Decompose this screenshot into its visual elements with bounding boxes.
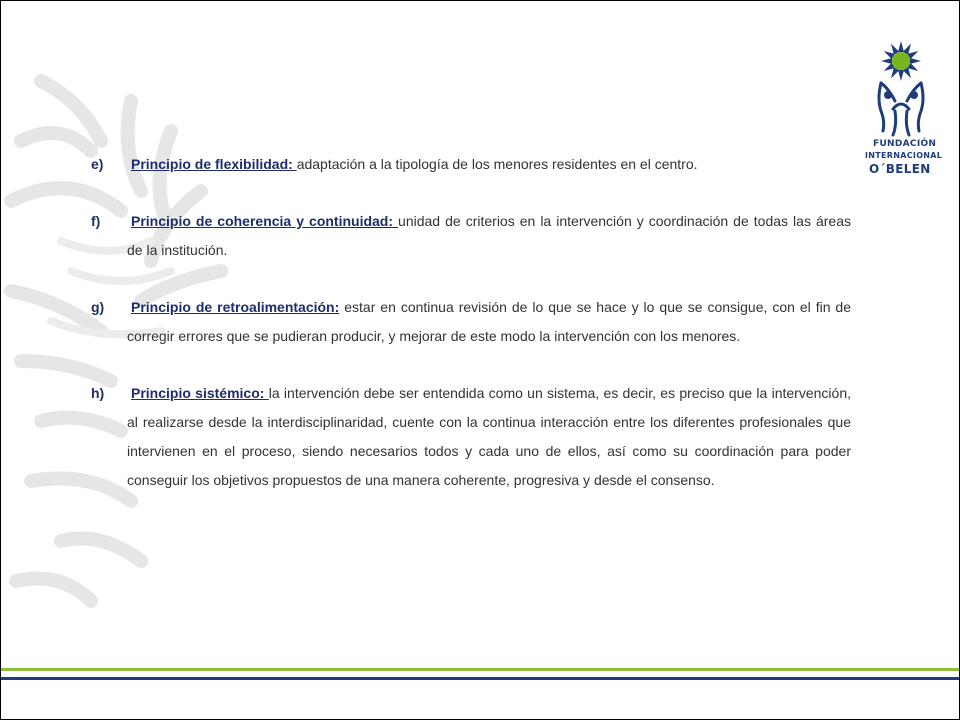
logo-sun-figures-icon bbox=[871, 39, 931, 139]
item-heading: Principio de retroalimentación: bbox=[131, 299, 340, 315]
item-letter: f) bbox=[91, 213, 101, 229]
fundacion-logo bbox=[865, 39, 943, 179]
item-letter: e) bbox=[91, 156, 104, 172]
item-text: estar en continua revisión de lo que se hace y lo que se consigue, con el fin de corregir errores que se pudieran producir, y mejorar de este modo la intervención con los menores. bbox=[127, 299, 852, 344]
logo-line-1: FUNDACIÓN bbox=[873, 139, 937, 149]
item-letter: h) bbox=[91, 385, 105, 401]
item-letter: g) bbox=[91, 299, 105, 315]
logo-line-2: INTERNACIONAL bbox=[865, 151, 943, 160]
item-text: adaptación a la tipología de los menores residentes en el centro. bbox=[296, 156, 698, 172]
principle-item bbox=[91, 293, 851, 351]
item-text: la intervención debe ser entendida como un sistema, es decir, es preciso que la intervención, al realizarse desde la interdisciplinaridad, cuente con la continua interacción entre los diferentes profesionales que intervienen en el proceso, siendo necesarios todos y cada uno de ellos, así como su coordinación para poder conseguir los objetivos propuestos de una manera coherente, progresiva y desde el consenso. bbox=[127, 385, 851, 488]
item-heading: Principio de flexibilidad: bbox=[131, 156, 297, 172]
item-heading: Principio sistémico: bbox=[131, 385, 269, 401]
logo-line-3: O´BELEN bbox=[869, 162, 931, 176]
item-heading: Principio de coherencia y continuidad: bbox=[131, 213, 399, 229]
principle-item bbox=[91, 379, 851, 495]
principle-item bbox=[91, 207, 851, 265]
item-text: unidad de criterios en la intervención y coordinación de todas las áreas de la institución. bbox=[127, 213, 851, 258]
footer-divider-blue bbox=[1, 677, 959, 680]
footer-divider-green bbox=[1, 668, 959, 671]
principles-list bbox=[91, 150, 851, 523]
principle-item bbox=[91, 150, 851, 179]
